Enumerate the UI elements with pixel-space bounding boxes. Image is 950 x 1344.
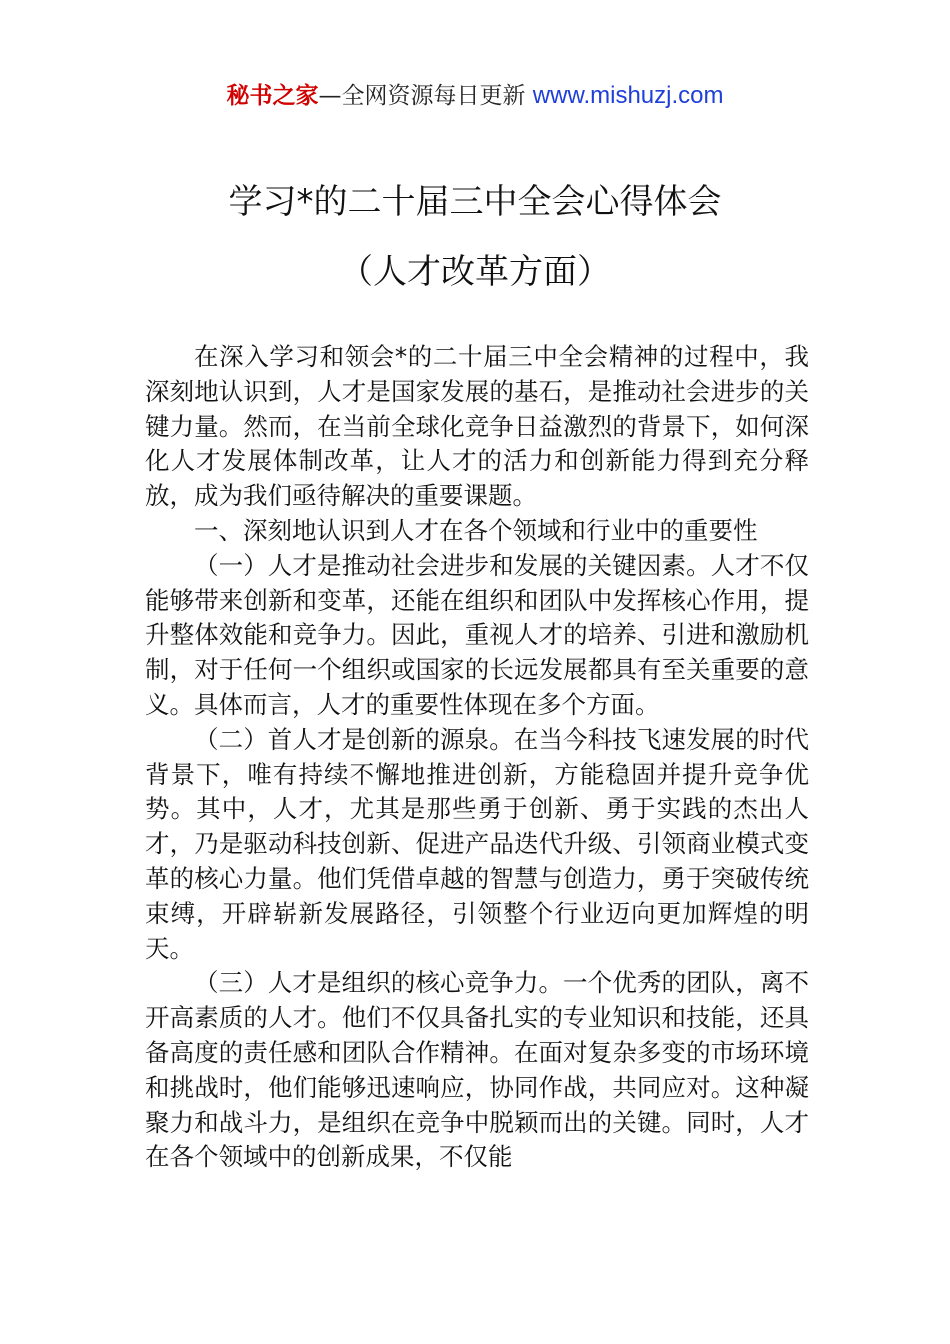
site-header bbox=[0, 80, 950, 112]
body-paragraph-2: （二）首人才是创新的源泉。在当今科技飞速发展的时代背景下，唯有持续不懈地推进创新，方能稳固并提升竞争优势。其中，人才，尤其是那些勇于创新、勇于实践的杰出人才，乃是驱动科技创新、促进产品迭代升级、引领商业模式变革的核心力量。他们凭借卓越的智慧与创造力，勇于突破传统束缚，开辟崭新发展路径，引领整个行业迈向更加辉煌的明天。 bbox=[145, 724, 809, 963]
body-paragraph-3: （三）人才是组织的核心竞争力。一个优秀的团队，离不开高素质的人才。他们不仅具备扎实的专业知识和技能，还具备高度的责任感和团队合作精神。在面对复杂多变的市场环境和挑战时，他们能够迅速响应，协同作战，共同应对。这种凝聚力和战斗力，是组织在竞争中脱颖而出的关键。同时，人才在各个领域中的创新成果，不仅能 bbox=[145, 968, 809, 1172]
document-title: 学习*的二十届三中全会心得体会 bbox=[228, 182, 722, 222]
section-heading: 一、深刻地认识到人才在各个领域和行业中的重要性 bbox=[194, 515, 758, 545]
document-body bbox=[145, 340, 809, 1175]
brand-name: 秘书之家 bbox=[226, 83, 319, 109]
document-subtitle: （人才改革方面） bbox=[339, 252, 611, 292]
site-url-link[interactable]: www.mishuzj.com bbox=[532, 82, 724, 109]
intro-paragraph: 在深入学习和领会*的二十届三中全会精神的过程中，我深刻地认识到，人才是国家发展的基石，是推动社会进步的关键力量。然而，在当前全球化竞争日益激烈的背景下，如何深化人才发展体制改革，让人才的活力和创新能力得到充分释放，成为我们亟待解决的重要课题。 bbox=[145, 342, 809, 511]
header-tagline: —全网资源每日更新 bbox=[318, 83, 533, 109]
body-paragraph-1: （一）人才是推动社会进步和发展的关键因素。人才不仅能够带来创新和变革，还能在组织和团队中发挥核心作用，提升整体效能和竞争力。因此，重视人才的培养、引进和激励机制，对于任何一个组织或国家的长远发展都具有至关重要的意义。具体而言，人才的重要性体现在多个方面。 bbox=[145, 550, 809, 719]
